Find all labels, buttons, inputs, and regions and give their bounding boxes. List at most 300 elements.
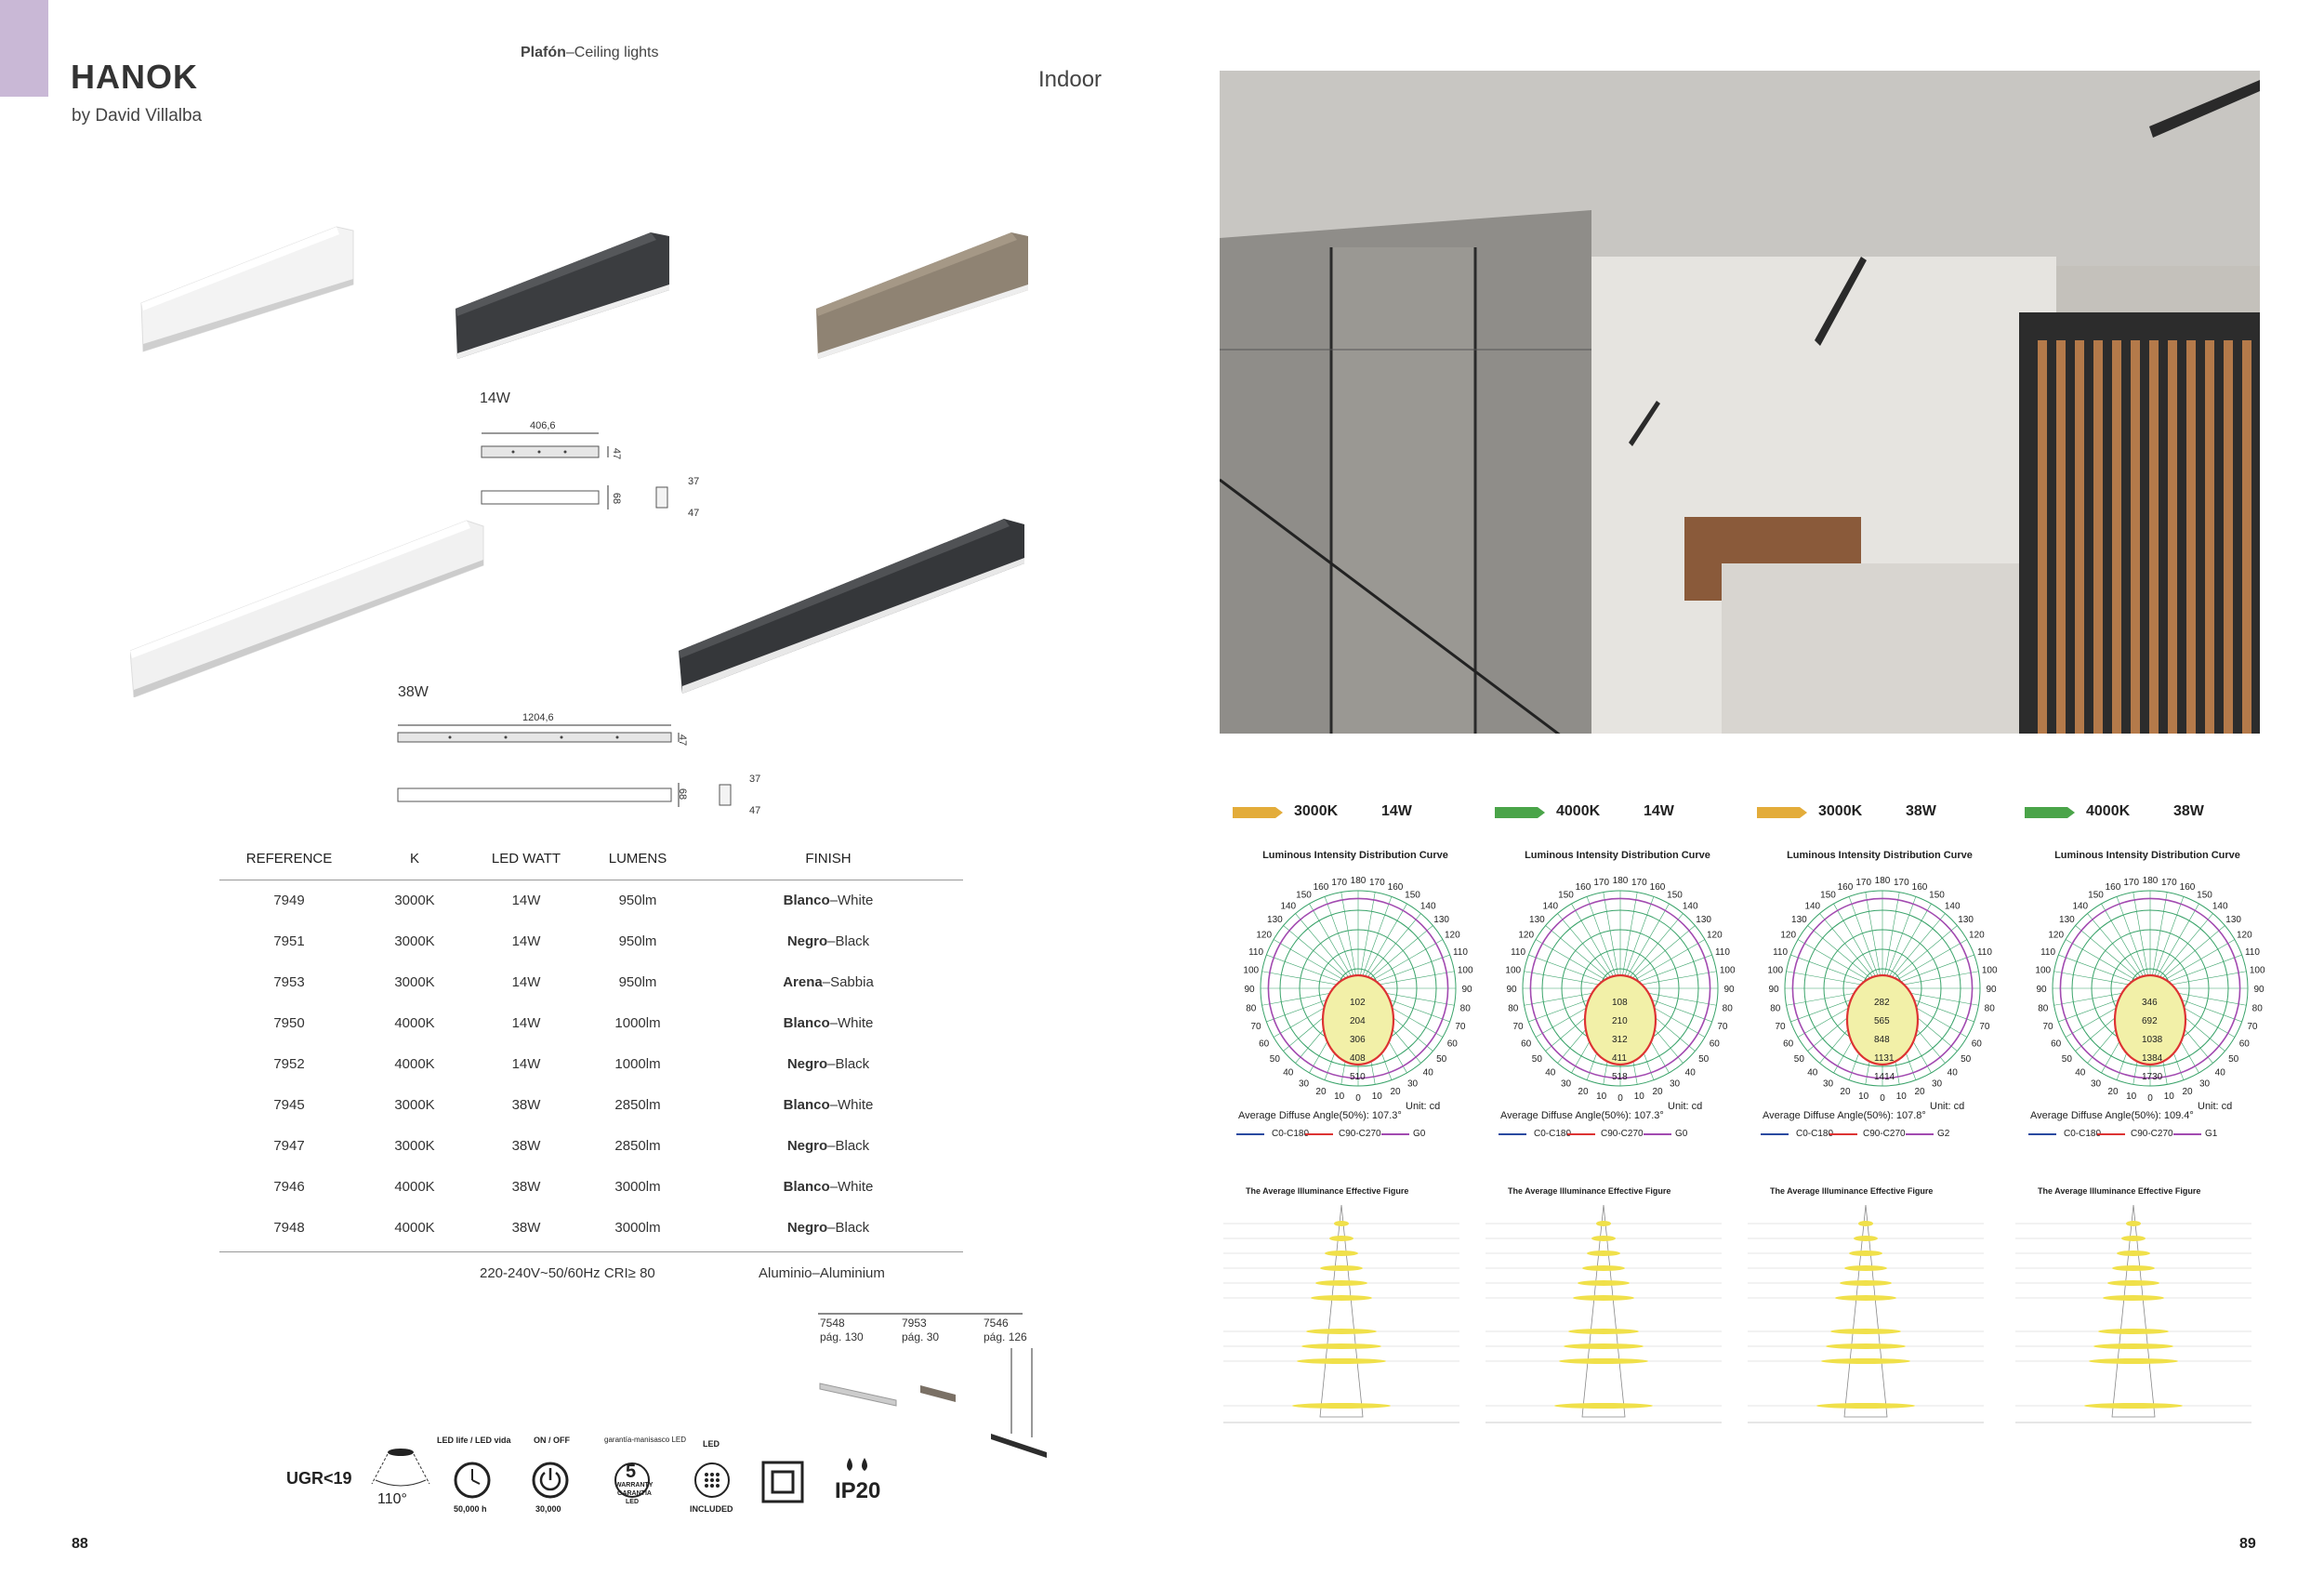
polar-angle-label: 110: [2040, 946, 2056, 958]
col-finish: FINISH: [693, 839, 963, 880]
illuminance-title: The Average Illuminance Effective Figure: [1508, 1186, 1671, 1196]
category-rest: –Ceiling lights: [565, 45, 659, 60]
polar-angle-label: 130: [2059, 914, 2075, 925]
polar-angle-label: 0: [1880, 1093, 1885, 1104]
polar-angle-label: 160: [2179, 882, 2196, 893]
color-temp: 3000K: [1294, 803, 1339, 819]
polar-unit: Unit: cd: [1406, 1101, 1441, 1112]
product-sand-short: [816, 232, 1028, 359]
polar-angle-label: 0: [1355, 1093, 1361, 1104]
diffuse-angle: Average Diffuse Angle(50%): 107.3°: [1500, 1110, 1664, 1121]
col-reference: REFERENCE: [219, 839, 359, 880]
polar-angle-label: 60: [1521, 1039, 1532, 1050]
polar-angle-label: 80: [1722, 1003, 1733, 1014]
color-temp: 4000K: [1556, 803, 1601, 819]
power-icon: [522, 1452, 578, 1508]
polar-angle-label: 40: [2075, 1067, 2086, 1079]
legend-g: G0: [1675, 1129, 1688, 1139]
cell-ref: 7945: [273, 1096, 305, 1113]
polar-angle-label: 100: [2249, 965, 2265, 976]
legend-swatches: [1236, 1132, 1459, 1138]
polar-angle-label: 170: [1368, 877, 1385, 888]
polar-ring-value: 411: [1612, 1053, 1627, 1064]
polar-angle-label: 140: [1804, 901, 1821, 912]
polar-angle-label: 20: [1578, 1086, 1589, 1097]
polar-angle-label: 70: [1512, 1022, 1524, 1033]
legend-c90: C90-C270: [1601, 1129, 1644, 1139]
cell-ref: 7952: [273, 1055, 305, 1072]
polar-angle-label: 170: [1893, 877, 1909, 888]
col-led-watt: LED WATT: [470, 839, 582, 880]
ip-rating: IP20: [835, 1478, 881, 1503]
color-temp-arrow: [1495, 807, 1545, 818]
polar-angle-label: 130: [1791, 914, 1807, 925]
warranty-l1: WARRANTY: [615, 1482, 654, 1489]
polar-angle-label: 70: [1775, 1022, 1786, 1033]
polar-angle-label: 110: [1773, 946, 1789, 958]
cell-watt: 14W: [511, 1055, 541, 1072]
polar-angle-label: 10: [1371, 1092, 1382, 1103]
cell-k: 3000K: [394, 1096, 435, 1113]
polar-angle-label: 40: [1545, 1067, 1556, 1079]
page-number-right: 89: [2239, 1536, 2256, 1552]
related-page: pág. 126: [984, 1330, 1027, 1343]
polar-angle-label: 10: [2163, 1092, 2174, 1103]
polar-angle-label: 80: [2038, 1003, 2049, 1014]
polar-ring-value: 518: [1612, 1072, 1628, 1082]
brand-title: HANOK: [71, 58, 198, 96]
color-temp: 3000K: [1818, 803, 1863, 819]
polar-angle-label: 80: [1246, 1003, 1257, 1014]
legend-c0: C0-C180: [1272, 1129, 1310, 1139]
dim-h14b: 68: [611, 492, 623, 505]
illuminance-figure: [1220, 1183, 1463, 1434]
product-black-short: [456, 232, 669, 359]
cell-ref: 7950: [273, 1014, 305, 1031]
polar-ring-value: 848: [1874, 1035, 1890, 1045]
polar-angle-label: 40: [1807, 1067, 1818, 1079]
finish-en: –White: [829, 1014, 874, 1031]
polar-ring-value: 1730: [2142, 1072, 2163, 1082]
polar-angle-label: 110: [1452, 946, 1468, 958]
cell-lumens: 2850lm: [614, 1137, 661, 1154]
polar-angle-label: 20: [2182, 1086, 2193, 1097]
polar-angle-label: 140: [2072, 901, 2089, 912]
polar-angle-label: 90: [2036, 985, 2047, 995]
finish-en: –Black: [827, 1219, 870, 1236]
polar-angle-label: 160: [2105, 882, 2121, 893]
finish-es: Negro: [786, 1219, 828, 1236]
polar-angle-label: 110: [1714, 946, 1730, 958]
polar-angle-label: 180: [1612, 876, 1629, 886]
polar-angle-label: 80: [1984, 1003, 1995, 1014]
polar-angle-label: 60: [2051, 1039, 2062, 1050]
cell-k: 3000K: [394, 892, 435, 908]
polar-angle-label: 60: [1971, 1039, 1982, 1050]
dim-h14a: 47: [611, 447, 623, 460]
finish-es: Blanco: [783, 1014, 830, 1031]
polar-angle-label: 70: [1979, 1022, 1990, 1033]
polar-angle-label: 150: [1558, 890, 1574, 901]
polar-angle-label: 150: [1405, 890, 1420, 901]
water-drops-icon: [840, 1456, 878, 1476]
polar-angle-label: 90: [1461, 985, 1472, 995]
polar-title: Luminous Intensity Distribution Curve: [2054, 850, 2240, 861]
illuminance-graphic: [2012, 1183, 2255, 1434]
polar-angle-label: 10: [1334, 1092, 1345, 1103]
finish-es: Negro: [786, 1055, 828, 1072]
legend-swatches: [1761, 1132, 1984, 1138]
polar-angle-label: 170: [1855, 877, 1872, 888]
legend-c90: C90-C270: [2131, 1129, 2173, 1139]
related-page: pág. 30: [902, 1330, 940, 1343]
legend-swatches: [2028, 1132, 2251, 1138]
spec-table: [219, 839, 963, 1248]
polar-angle-label: 90: [2253, 985, 2265, 995]
polar-angle-label: 150: [2197, 890, 2212, 901]
col-lumens: LUMENS: [582, 839, 693, 880]
finish-es: Blanco: [783, 892, 830, 908]
table-footer: [219, 1251, 963, 1292]
wattage: 14W: [1644, 803, 1674, 819]
legend-c0: C0-C180: [2064, 1129, 2102, 1139]
warranty-top: garantía-manisasco LED: [604, 1436, 687, 1444]
related-products: [818, 1313, 1023, 1315]
polar-unit: Unit: cd: [2198, 1101, 2233, 1112]
cell-ref: 7947: [273, 1137, 305, 1154]
polar-unit: Unit: cd: [1668, 1101, 1703, 1112]
polar-angle-label: 180: [1874, 876, 1891, 886]
illuminance-graphic: [1744, 1183, 1987, 1434]
polar-angle-label: 160: [1837, 882, 1854, 893]
related-ref: 7953: [902, 1317, 927, 1330]
polar-angle-label: 120: [1780, 930, 1797, 941]
polar-ring-value: 1414: [1874, 1072, 1895, 1082]
legend-g: G2: [1937, 1129, 1950, 1139]
polar-angle-label: 110: [1976, 946, 1992, 958]
col-k: K: [359, 839, 470, 880]
led-top: LED: [703, 1439, 720, 1449]
onoff-bottom: 30,000: [535, 1504, 561, 1514]
cell-ref: 7953: [273, 973, 305, 990]
illuminance-graphic: [1220, 1183, 1463, 1434]
polar-ring-value: 565: [1874, 1016, 1890, 1026]
class-ii-icon: [760, 1460, 805, 1504]
diffuse-angle: Average Diffuse Angle(50%): 107.8°: [1763, 1110, 1926, 1121]
polar-angle-label: 40: [2214, 1067, 2225, 1079]
polar-angle-label: 120: [1518, 930, 1535, 941]
polar-angle-label: 140: [2212, 901, 2228, 912]
polar-angle-label: 10: [1858, 1092, 1869, 1103]
color-temp-arrow: [1233, 807, 1283, 818]
polar-angle-label: 90: [1986, 985, 1997, 995]
ugr-label: UGR<19: [286, 1469, 352, 1488]
interior-photo: [1220, 71, 2260, 734]
section-tab: [0, 0, 48, 97]
led-life-bottom: 50,000 h: [454, 1504, 487, 1514]
dim-h38a: 47: [677, 734, 689, 747]
finish-es: Arena: [783, 973, 823, 990]
polar-angle-label: 130: [1958, 914, 1974, 925]
polar-angle-label: 30: [1406, 1079, 1419, 1090]
cell-lumens: 1000lm: [614, 1055, 661, 1072]
table-row: [219, 1166, 963, 1207]
polar-angle-label: 30: [2090, 1079, 2102, 1090]
cell-finish: [693, 1084, 963, 1125]
finish-en: –White: [829, 1096, 874, 1113]
wattage: 14W: [1381, 803, 1412, 819]
polar-angle-label: 120: [2236, 930, 2252, 941]
polar-angle-label: 140: [1542, 901, 1559, 912]
cell-watt: 14W: [511, 973, 541, 990]
cell-watt: 38W: [511, 1219, 541, 1236]
warranty-l2: GARANTIA: [617, 1490, 652, 1497]
polar-ring-value: 510: [1350, 1072, 1366, 1082]
polar-angle-label: 70: [1717, 1022, 1728, 1033]
legend-g: G1: [2205, 1129, 2218, 1139]
color-temp-arrow: [1757, 807, 1807, 818]
cell-finish: [693, 1207, 963, 1248]
polar-angle-label: 170: [1331, 877, 1348, 888]
polar-angle-label: 100: [1505, 965, 1522, 976]
polar-angle-label: 130: [1433, 914, 1449, 925]
polar-angle-label: 130: [2225, 914, 2241, 925]
polar-angle-label: 120: [1256, 930, 1273, 941]
illuminance-figure: [1482, 1183, 1725, 1434]
polar-angle-label: 130: [1267, 914, 1283, 925]
led-life-top: LED life / LED vida: [437, 1436, 511, 1445]
polar-angle-label: 120: [1968, 930, 1985, 941]
finish-es: Blanco: [783, 1096, 830, 1113]
dim-length-14w: 406,6: [530, 420, 556, 431]
cell-finish: [693, 1043, 963, 1084]
related-item-0[interactable]: [820, 1317, 864, 1344]
illuminance-title: The Average Illuminance Effective Figure: [2038, 1186, 2201, 1196]
legend-c90: C90-C270: [1863, 1129, 1906, 1139]
indoor-label: Indoor: [1038, 67, 1103, 92]
polar-ring-value: 282: [1874, 998, 1890, 1008]
table-row: [219, 1002, 963, 1043]
polar-angle-label: 150: [2088, 890, 2104, 901]
cell-finish: [693, 880, 963, 920]
cell-watt: 38W: [511, 1178, 541, 1195]
page-number-left: 88: [72, 1536, 88, 1552]
label-14w: 14W: [480, 390, 510, 406]
polar-angle-label: 130: [1696, 914, 1711, 925]
finish-en: –Black: [827, 1137, 870, 1154]
polar-angle-label: 30: [1669, 1079, 1681, 1090]
polar-angle-label: 170: [1593, 877, 1610, 888]
cell-ref: 7949: [273, 892, 305, 908]
polar-angle-label: 20: [1914, 1086, 1925, 1097]
polar-angle-label: 110: [1248, 946, 1264, 958]
diffuse-angle: Average Diffuse Angle(50%): 109.4°: [2030, 1110, 2194, 1121]
polar-ring-value: 312: [1612, 1035, 1628, 1045]
related-item-1[interactable]: [902, 1317, 939, 1344]
wattage: 38W: [2173, 803, 2204, 819]
label-38w: 38W: [398, 684, 429, 700]
polar-angle-label: 150: [1667, 890, 1683, 901]
polar-ring-value: 408: [1350, 1053, 1366, 1064]
polar-angle-label: 60: [1446, 1039, 1458, 1050]
cell-finish: [693, 961, 963, 1002]
polar-angle-label: 100: [2035, 965, 2052, 976]
polar-chart: [2025, 872, 2276, 1105]
finish-es: Negro: [786, 1137, 828, 1154]
polar-angle-label: 140: [1682, 901, 1698, 912]
cell-k: 4000K: [394, 1014, 435, 1031]
illuminance-title: The Average Illuminance Effective Figure: [1770, 1186, 1934, 1196]
polar-angle-label: 80: [1508, 1003, 1519, 1014]
cell-finish: [693, 1166, 963, 1207]
illuminance-figure: [1744, 1183, 1987, 1434]
related-page: pág. 130: [820, 1330, 864, 1343]
color-temp: 4000K: [2086, 803, 2131, 819]
product-black-long: [679, 519, 1024, 694]
polar-chart: [1233, 872, 1484, 1105]
table-row: [219, 961, 963, 1002]
polar-angle-label: 100: [1767, 965, 1784, 976]
polar-angle-label: 180: [1350, 876, 1367, 886]
cell-k: 4000K: [394, 1055, 435, 1072]
polar-ring-value: 1384: [2142, 1053, 2163, 1064]
polar-angle-label: 160: [1575, 882, 1591, 893]
cell-k: 3000K: [394, 1137, 435, 1154]
cell-watt: 14W: [511, 892, 541, 908]
polar-angle-label: 20: [1390, 1086, 1401, 1097]
polar-chart: [1757, 872, 2008, 1105]
cell-k: 4000K: [394, 1178, 435, 1195]
warranty-number: 5: [626, 1462, 637, 1482]
diffuse-angle: Average Diffuse Angle(50%): 107.3°: [1238, 1110, 1402, 1121]
category: [521, 45, 659, 61]
related-ref: 7546: [984, 1317, 1009, 1330]
polar-angle-label: 70: [2247, 1022, 2258, 1033]
product-white-long: [130, 521, 483, 697]
polar-angle-label: 160: [1649, 882, 1666, 893]
related-item-2[interactable]: [984, 1317, 1027, 1344]
dim-h38b: 68: [677, 787, 689, 801]
polar-ring-value: 692: [2142, 1016, 2158, 1026]
polar-angle-label: 90: [1768, 985, 1779, 995]
polar-title: Luminous Intensity Distribution Curve: [1787, 850, 1973, 861]
polar-unit: Unit: cd: [1930, 1101, 1965, 1112]
cell-finish: [693, 1125, 963, 1166]
polar-ring-value: 346: [2142, 998, 2158, 1008]
polar-angle-label: 10: [1895, 1092, 1907, 1103]
polar-angle-label: 160: [1911, 882, 1928, 893]
legend-c90: C90-C270: [1339, 1129, 1381, 1139]
related-thumbnails: [818, 1348, 1060, 1469]
warranty-l3: LED: [626, 1499, 639, 1505]
polar-ring-value: 306: [1350, 1035, 1366, 1045]
polar-angle-label: 50: [1793, 1054, 1804, 1065]
cell-lumens: 3000lm: [614, 1219, 661, 1236]
finish-en: –White: [829, 892, 874, 908]
interior-photo-drawing: [1220, 71, 2260, 734]
cell-lumens: 1000lm: [614, 1014, 661, 1031]
table-row: [219, 1207, 963, 1248]
cell-lumens: 3000lm: [614, 1178, 661, 1195]
table-row: [219, 1043, 963, 1084]
cell-k: 3000K: [394, 933, 435, 949]
polar-angle-label: 30: [1822, 1079, 1834, 1090]
dim-s38a: 37: [749, 774, 761, 785]
led-life-icon: [444, 1452, 500, 1508]
cell-watt: 38W: [511, 1096, 541, 1113]
polar-angle-label: 100: [1719, 965, 1736, 976]
cell-k: 3000K: [394, 973, 435, 990]
polar-title: Luminous Intensity Distribution Curve: [1262, 850, 1448, 861]
finish-es: Blanco: [783, 1178, 830, 1195]
beam-angle-value: 110°: [377, 1491, 407, 1507]
polar-angle-label: 120: [2048, 930, 2065, 941]
cell-lumens: 950lm: [618, 973, 657, 990]
polar-angle-label: 50: [1961, 1054, 1972, 1065]
table-row: [219, 920, 963, 961]
polar-angle-label: 120: [1706, 930, 1723, 941]
polar-angle-label: 140: [1944, 901, 1961, 912]
cell-ref: 7951: [273, 933, 305, 949]
polar-angle-label: 0: [1618, 1093, 1623, 1104]
dim-s38b: 47: [749, 805, 761, 816]
table-row: [219, 880, 963, 920]
polar-angle-label: 90: [1506, 985, 1517, 995]
finish-en: –Black: [827, 1055, 870, 1072]
polar-angle-label: 30: [1931, 1079, 1943, 1090]
polar-ring-value: 102: [1350, 998, 1366, 1008]
illuminance-graphic: [1482, 1183, 1725, 1434]
polar-angle-label: 160: [1313, 882, 1329, 893]
polar-angle-label: 100: [1243, 965, 1260, 976]
polar-angle-label: 50: [2061, 1054, 2072, 1065]
table-row: [219, 1125, 963, 1166]
led-included-icon: [684, 1452, 740, 1508]
cell-watt: 14W: [511, 933, 541, 949]
polar-angle-label: 20: [1652, 1086, 1663, 1097]
polar-chart: [1495, 872, 1746, 1105]
polar-angle-label: 60: [1709, 1039, 1720, 1050]
polar-angle-label: 110: [2244, 946, 2260, 958]
polar-angle-label: 30: [1560, 1079, 1572, 1090]
beam-angle-icon: [368, 1447, 433, 1491]
footer-power: 220-240V~50/60Hz CRI≥ 80: [480, 1265, 655, 1281]
polar-ring-value: 210: [1612, 1016, 1628, 1026]
dim-s14a: 37: [688, 476, 700, 487]
polar-angle-label: 40: [1283, 1067, 1294, 1079]
polar-angle-label: 50: [1436, 1054, 1447, 1065]
cell-lumens: 2850lm: [614, 1096, 661, 1113]
finish-es: Negro: [786, 933, 828, 949]
polar-angle-label: 40: [1947, 1067, 1958, 1079]
legend-c0: C0-C180: [1796, 1129, 1834, 1139]
polar-angle-label: 20: [1840, 1086, 1851, 1097]
polar-angle-label: 20: [2107, 1086, 2119, 1097]
cell-ref: 7946: [273, 1178, 305, 1195]
table-header-row: [219, 839, 963, 880]
polar-angle-label: 110: [1511, 946, 1526, 958]
polar-ring-value: 1038: [2142, 1035, 2163, 1045]
polar-angle-label: 60: [2238, 1039, 2250, 1050]
illuminance-title: The Average Illuminance Effective Figure: [1246, 1186, 1409, 1196]
polar-angle-label: 30: [2199, 1079, 2211, 1090]
polar-ring-value: 204: [1350, 1016, 1366, 1026]
dim-s14b: 47: [688, 508, 700, 519]
polar-angle-label: 140: [1419, 901, 1436, 912]
polar-angle-label: 30: [1298, 1079, 1310, 1090]
cell-finish: [693, 920, 963, 961]
polar-angle-label: 70: [2042, 1022, 2053, 1033]
